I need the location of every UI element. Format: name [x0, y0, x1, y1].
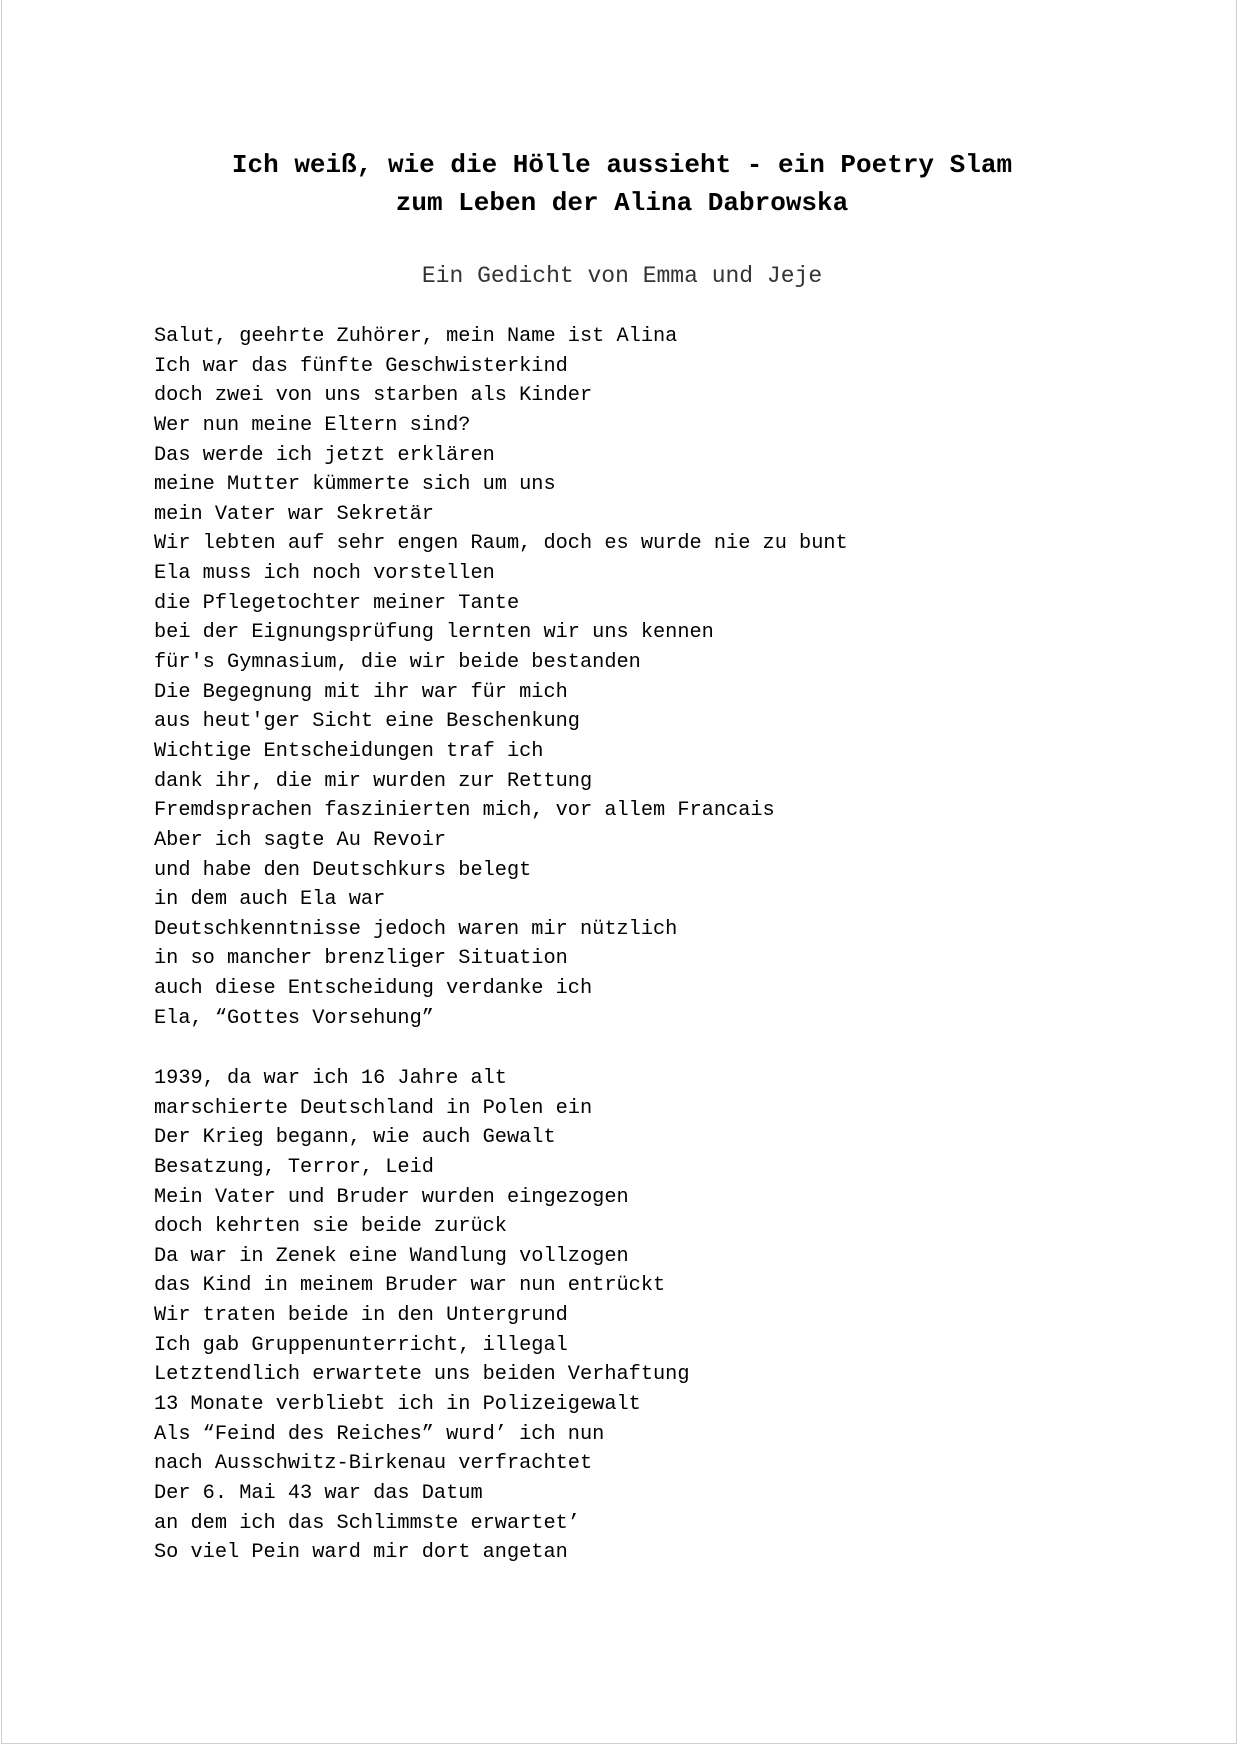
- poem-line: bei der Eignungsprüfung lernten wir uns kennen: [154, 621, 714, 645]
- poem-line: doch kehrten sie beide zurück: [154, 1215, 507, 1239]
- document-page: [1, 0, 1237, 1744]
- poem-line: marschierte Deutschland in Polen ein: [154, 1096, 593, 1120]
- poem-line: Aber ich sagte Au Revoir: [154, 828, 447, 852]
- poem-stanza-2: [154, 1064, 690, 1568]
- poem-line: Ela muss ich noch vorstellen: [154, 562, 495, 586]
- poem-line: 13 Monate verbliebt ich in Polizeigewalt: [154, 1393, 641, 1417]
- poem-line: Wichtige Entscheidungen traf ich: [154, 739, 544, 763]
- poem-line: an dem ich das Schlimmste erwartet’: [154, 1511, 580, 1535]
- poem-line: Die Begegnung mit ihr war für mich: [154, 680, 568, 704]
- poem-line: So viel Pein ward mir dort angetan: [154, 1541, 568, 1565]
- poem-line: Ich gab Gruppenunterricht, illegal: [154, 1333, 568, 1357]
- poem-line: Ela, “Gottes Vorsehung”: [154, 1006, 434, 1030]
- poem-line: Letztendlich erwartete uns beiden Verhaftung: [154, 1363, 690, 1387]
- poem-line: die Pflegetochter meiner Tante: [154, 591, 520, 615]
- poem-line: und habe den Deutschkurs belegt: [154, 858, 532, 882]
- poem-line: Deutschkenntnisse jedoch waren mir nützlich: [154, 917, 678, 941]
- poem-line: mein Vater war Sekretär: [154, 502, 434, 526]
- poem-stanza-1: [154, 322, 848, 1033]
- poem-line: Fremdsprachen faszinierten mich, vor allem Francais: [154, 799, 775, 823]
- poem-line: in so mancher brenzliger Situation: [154, 947, 568, 971]
- poem-line: 1939, da war ich 16 Jahre alt: [154, 1067, 507, 1090]
- poem-line: doch zwei von uns starben als Kinder: [154, 384, 593, 408]
- poem-line: meine Mutter kümmerte sich um uns: [154, 473, 556, 497]
- poem-line: dank ihr, die mir wurden zur Rettung: [154, 769, 593, 793]
- poem-line: Das werde ich jetzt erklären: [154, 443, 495, 467]
- poem-line: Salut, geehrte Zuhörer, mein Name ist Alina: [154, 325, 678, 348]
- poem-line: Besatzung, Terror, Leid: [154, 1155, 434, 1179]
- poem-line: Da war in Zenek eine Wandlung vollzogen: [154, 1244, 629, 1268]
- document-title: Ich weiß, wie die Hölle aussieht - ein Poetry Slam zum Leben der Alina Dabrowska: [231, 150, 1013, 218]
- poem-line: in dem auch Ela war: [154, 888, 386, 912]
- poem-line: Als “Feind des Reiches” wurd’ ich nun: [154, 1422, 605, 1446]
- poem-line: aus heut'ger Sicht eine Beschenkung: [154, 710, 580, 734]
- poem-line: nach Ausschwitz-Birkenau verfrachtet: [154, 1452, 593, 1476]
- poem-line: das Kind in meinem Bruder war nun entrückt: [154, 1274, 666, 1298]
- poem-line: Wer nun meine Eltern sind?: [154, 413, 471, 437]
- document-subtitle: Ein Gedicht von Emma und Jeje: [421, 263, 823, 289]
- poem-line: Der 6. Mai 43 war das Datum: [154, 1481, 483, 1505]
- poem-line: Wir traten beide in den Untergrund: [154, 1304, 568, 1328]
- poem-line: für's Gymnasium, die wir beide bestanden: [154, 651, 641, 675]
- poem-line: Mein Vater und Bruder wurden eingezogen: [154, 1185, 629, 1209]
- poem-line: Ich war das fünfte Geschwisterkind: [154, 354, 568, 378]
- poem-line: auch diese Entscheidung verdanke ich: [154, 977, 593, 1001]
- poem-line: Wir lebten auf sehr engen Raum, doch es wurde nie zu bunt: [154, 532, 848, 556]
- poem-line: Der Krieg begann, wie auch Gewalt: [154, 1126, 556, 1150]
